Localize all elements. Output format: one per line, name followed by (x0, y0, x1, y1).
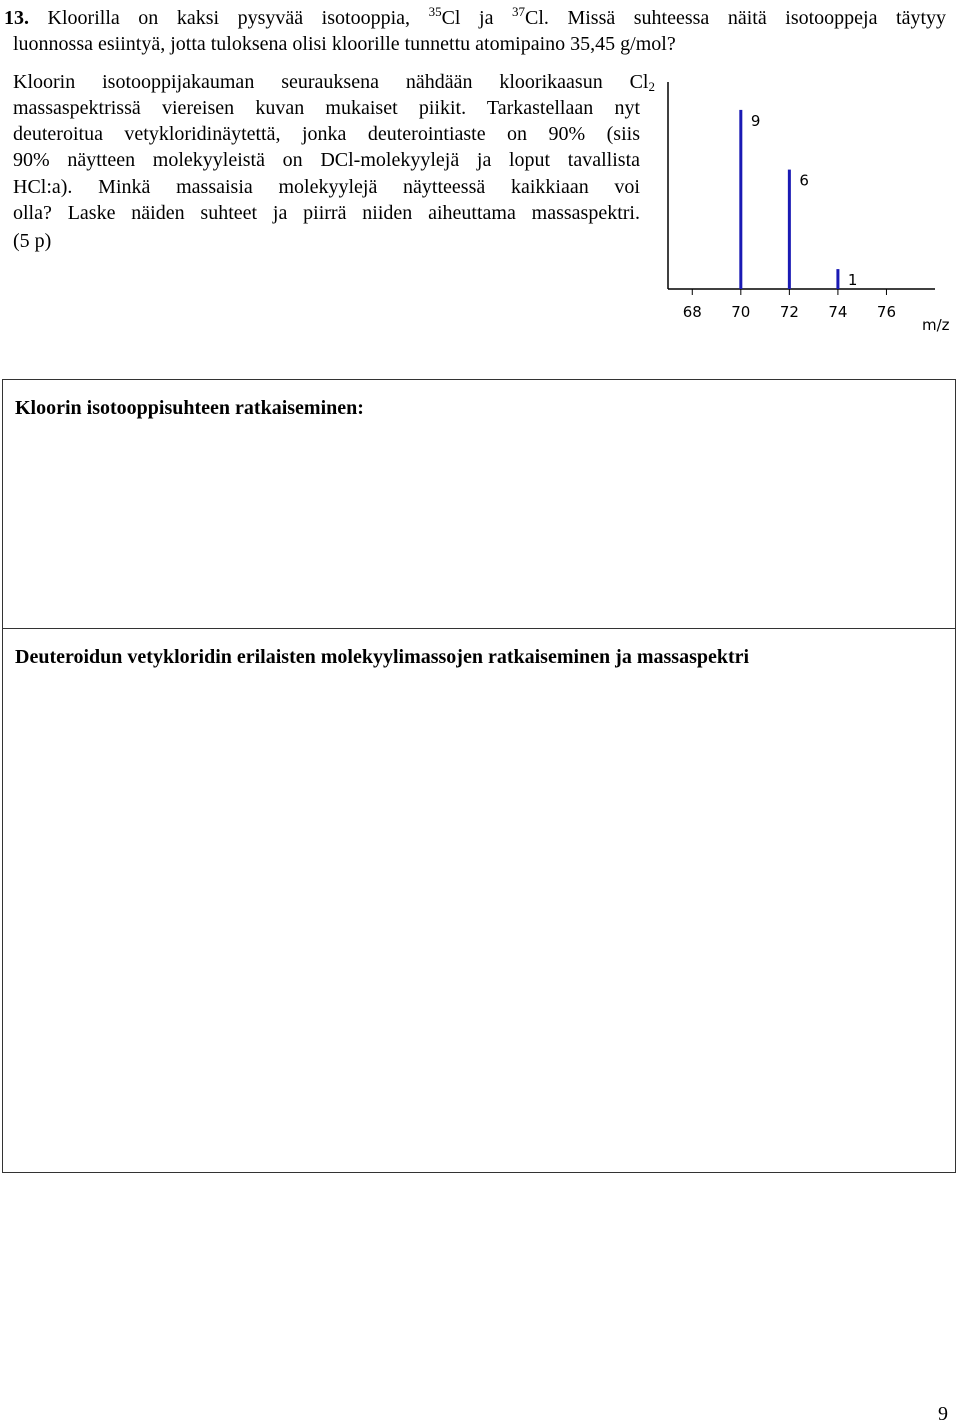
question-line-5: deuteroitua vetykloridinäytettä, jonka deuterointiaste on 90% (siis (13, 123, 640, 145)
x-tick-label: 76 (876, 303, 897, 321)
question-line-3: Kloorin isotooppijakauman seurauksena nähdään kloorikaasun $Cl_2$ (13, 71, 655, 94)
question-line-6: 90% näytteen molekyyleistä on DCl-molekyylejä ja loput tavallista (13, 149, 640, 171)
x-tick-label: 74 (828, 303, 848, 321)
answer-box-deuterated-hcl[interactable] (2, 628, 956, 1173)
x-axis-label: m/z (922, 316, 950, 334)
x-tick-label: 70 (731, 303, 751, 321)
peak-label: 1 (847, 271, 858, 290)
answer-box-deuterated-hcl-title: Deuteroidun vetykloridin erilaisten molekyylimassojen ratkaiseminen ja massaspektri (15, 646, 750, 668)
question-line-4: massaspektrissä viereisen kuvan mukaiset piikit. Tarkastellaan nyt (13, 97, 640, 119)
answer-box-isotope-ratio[interactable] (2, 379, 956, 629)
question-number: 13. (4, 7, 29, 29)
answer-box-isotope-ratio-title: Kloorin isotooppisuhteen ratkaiseminen: (15, 397, 364, 419)
cl2-subscript: 2 (648, 79, 655, 94)
spectrum-peak (788, 170, 791, 289)
question-line-9: (5 p) (13, 230, 52, 252)
peak-label: 9 (750, 111, 761, 130)
peak-label: 6 (799, 171, 809, 190)
isotope-37-mass: 37 (512, 4, 525, 19)
x-tick-label: 72 (779, 303, 799, 321)
question-line-8: olla? Laske näiden suhteet ja piirrä niiden aiheuttama massaspektri. (13, 202, 640, 224)
spectrum-peak (739, 110, 742, 289)
spectrum-peak (836, 269, 839, 289)
mass-spectrum-chart (660, 82, 956, 338)
question-line-1: 13. Kloorilla on kaksi pysyvää isotooppia, $^{35}$Cl ja $^{37}$Cl. Missä suhteessa näitä isotooppeja täytyy (4, 4, 947, 29)
question-line-2: luonnossa esiintyä, jotta tuloksena olisi kloorille tunnettu atomipaino 35,45 g/mol? (13, 33, 676, 55)
page-number: 9 (938, 1403, 948, 1425)
question-line-7: HCl:a). Minkä massaisia molekyylejä näytteessä kaikkiaan voi (13, 176, 640, 198)
x-tick-label: 68 (682, 303, 702, 321)
isotope-35-mass: 35 (428, 4, 442, 19)
